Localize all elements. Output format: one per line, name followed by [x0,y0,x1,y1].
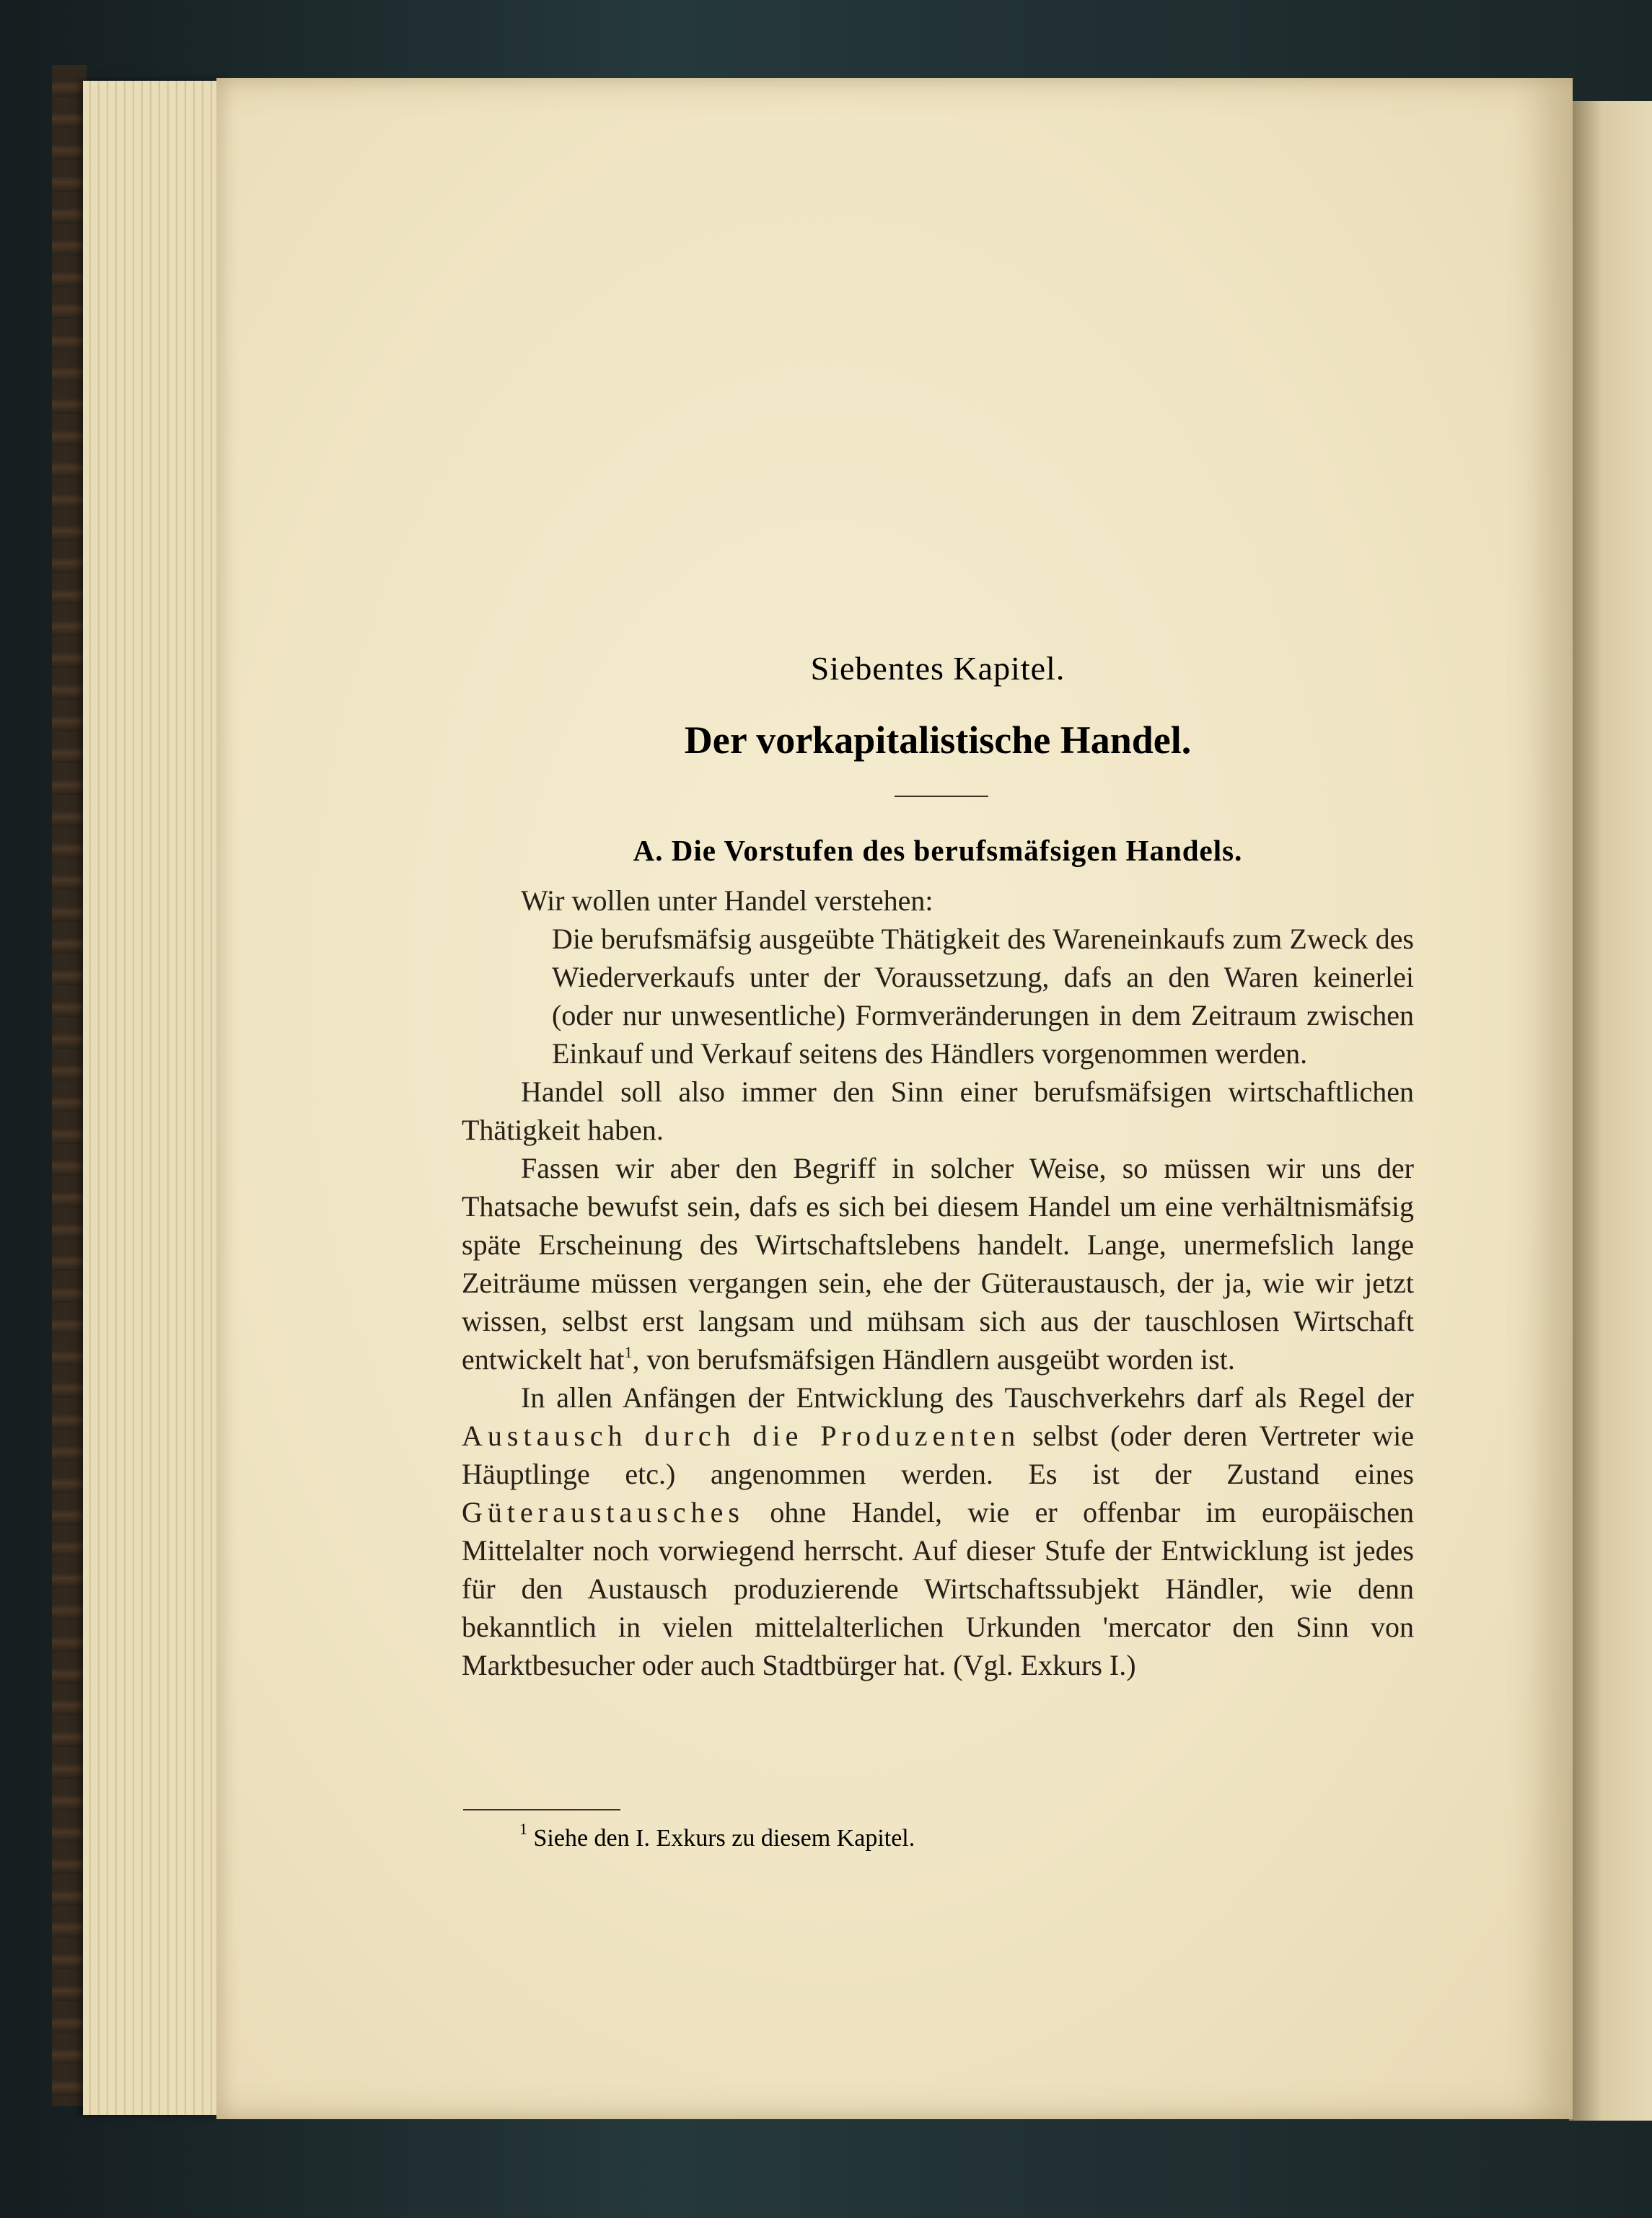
footnote [519,1820,1385,1854]
body-text [462,881,1414,1684]
paragraph-3-end: , von berufsmäfsigen Händlern ausgeübt worden ist. [632,1343,1235,1376]
footnote-rule [463,1809,620,1810]
chapter-title: Der vorkapitalistische Handel. [684,718,1192,762]
section-heading: A. Die Vorstufen des berufsmäfsigen Handels. [633,834,1243,867]
page-stack-edges [83,81,227,2115]
footnote-ref: 1 [624,1343,633,1361]
paragraph-4-part1: In allen Anfängen der Entwicklung des Tauschverkehrs darf als Regel der [521,1381,1414,1414]
emphasis-austausch: Austausch durch die Produzenten [462,1420,1021,1452]
paragraph-4-part2: selbst (oder deren Vertreter wie Häuptlinge etc.) angenommen werden. Es ist der Zustand eines [462,1420,1414,1490]
facing-page-edge [1569,101,1652,2121]
paragraph-2: Handel soll also immer den Sinn einer berufsmäfsigen wirtschaftlichen Thätigkeit haben. [462,1075,1414,1146]
chapter-heading: Siebentes Kapitel. [810,650,1066,687]
definition-block: Die berufsmäfsig ausgeübte Thätigkeit des Wareneinkaufs zum Zweck des Wiederverkaufs unter der Voraussetzung, dafs an den Waren keinerlei (oder nur unwesentliche) Formveränderungen in dem Zeitraum zwischen Einkauf und Verkauf seitens des Händlers vorgenommen werden. [552,923,1414,1070]
paragraph-4 [462,1378,1414,1684]
paragraph-intro: Wir wollen unter Handel verstehen: [521,884,933,917]
paragraph-3 [462,1149,1414,1378]
footnote-text: Siehe den I. Exkurs zu diesem Kapitel. [533,1825,915,1852]
emphasis-gueteraustausch: Güteraustausches [462,1496,744,1528]
cover-edge [52,65,87,2106]
paragraph-3-text: Fassen wir aber den Begriff in solcher Weise, so müssen wir uns der Thatsache bewufst sein, dafs es sich bei diesem Handel um eine verhältnismäfsig späte Erscheinung des Wirtschaftslebens handelt. Lange, unermefslich lange Zeiträume müssen vergangen sein, ehe der Güteraustausch, der ja, wie wir jetzt wissen, selbst erst langsam und mühsam sich aus der tauschlosen Wirtschaft entwickelt hat [462,1152,1414,1376]
title-rule [895,796,988,797]
footnote-marker: 1 [519,1820,527,1838]
paragraph-4-part3: ohne Handel, wie er offenbar im europäischen Mittelalter noch vorwiegend herrscht. Auf dieser Stufe der Entwicklung ist jedes für den Austausch produzierende Wirtschaftssubjekt Händler, wie denn bekanntlich in vielen mittelalterlichen Urkunden 'mercator den Sinn von Marktbesucher oder auch Stadtbürger hat. (Vgl. Exkurs I.) [462,1496,1415,1681]
